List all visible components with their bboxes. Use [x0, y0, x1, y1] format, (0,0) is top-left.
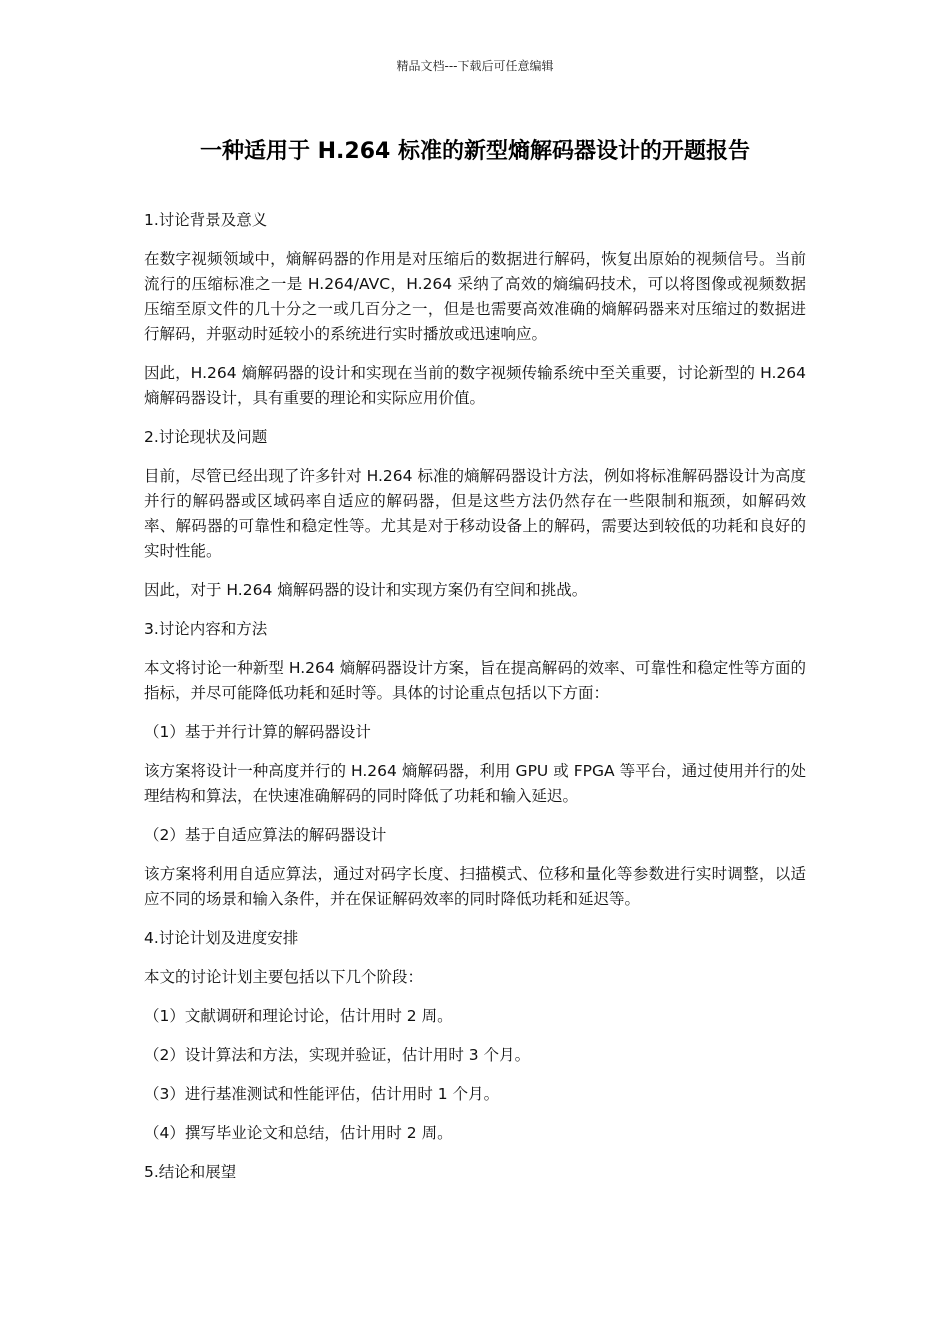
paragraph-plan-intro: 本文的讨论计划主要包括以下几个阶段： — [144, 968, 424, 986]
list-item-plan-3: （3）进行基准测试和性能评估，估计用时 1 个月。 — [144, 1085, 500, 1103]
list-item-plan-1: （1）文献调研和理论讨论，估计用时 2 周。 — [144, 1007, 453, 1025]
paragraph-status-2: 因此，对于 H.264 熵解码器的设计和实现方案仍有空间和挑战。 — [144, 581, 588, 599]
section-heading-background: 1.讨论背景及意义 — [144, 211, 268, 229]
paragraph-content-intro: 本文将讨论一种新型 H.264 熵解码器设计方案，旨在提高解码的效率、可靠性和稳定性等方面的指标，并尽可能降低功耗和延时等。具体的讨论重点包括以下方面： — [144, 659, 806, 702]
paragraph-background-1: 在数字视频领域中，熵解码器的作用是对压缩后的数据进行解码，恢复出原始的视频信号。当前流行的压缩标准之一是 H.264/AVC，H.264 采纳了高效的熵编码技术，可以将图像或视频数据压缩至原文件的几十分之一或几百分之一，但是也需要高效准确的熵解码器来对压缩过的数据进行解码，并驱动时延较小的系统进行实时播放或迅速响应。 — [144, 250, 806, 343]
section-heading-conclusion: 5.结论和展望 — [144, 1163, 237, 1181]
paragraph-background-2: 因此，H.264 熵解码器的设计和实现在当前的数字视频传输系统中至关重要，讨论新型的 H.264 熵解码器设计，具有重要的理论和实际应用价值。 — [144, 364, 806, 407]
list-item-plan-4: （4）撰写毕业论文和总结，估计用时 2 周。 — [144, 1124, 453, 1142]
section-heading-content: 3.讨论内容和方法 — [144, 620, 268, 638]
list-item-plan-2: （2）设计算法和方法，实现并验证，估计用时 3 个月。 — [144, 1046, 531, 1064]
document-body — [144, 208, 806, 1199]
list-item-adaptive-design: （2）基于自适应算法的解码器设计 — [144, 826, 387, 844]
paragraph-status-1: 目前，尽管已经出现了许多针对 H.264 标准的熵解码器设计方法，例如将标准解码器设计为高度并行的解码器或区域码率自适应的解码器，但是这些方法仍然存在一些限制和瓶颈，如解码效率、解码器的可靠性和稳定性等。尤其是对于移动设备上的解码，需要达到较低的功耗和良好的实时性能。 — [144, 467, 806, 560]
header-watermark-text: 精品文档---下载后可任意编辑 — [396, 59, 554, 73]
section-heading-plan: 4.讨论计划及进度安排 — [144, 929, 299, 947]
section-heading-status: 2.讨论现状及问题 — [144, 428, 268, 446]
paragraph-adaptive-design: 该方案将利用自适应算法，通过对码字长度、扫描模式、位移和量化等参数进行实时调整，以适应不同的场景和输入条件，并在保证解码效率的同时降低功耗和延迟等。 — [144, 865, 806, 908]
paragraph-parallel-design: 该方案将设计一种高度并行的 H.264 熵解码器，利用 GPU 或 FPGA 等平台，通过使用并行的处理结构和算法，在快速准确解码的同时降低了功耗和输入延迟。 — [144, 762, 806, 805]
document-title: 一种适用于 H.264 标准的新型熵解码器设计的开题报告 — [199, 139, 750, 164]
list-item-parallel-design: （1）基于并行计算的解码器设计 — [144, 723, 371, 741]
